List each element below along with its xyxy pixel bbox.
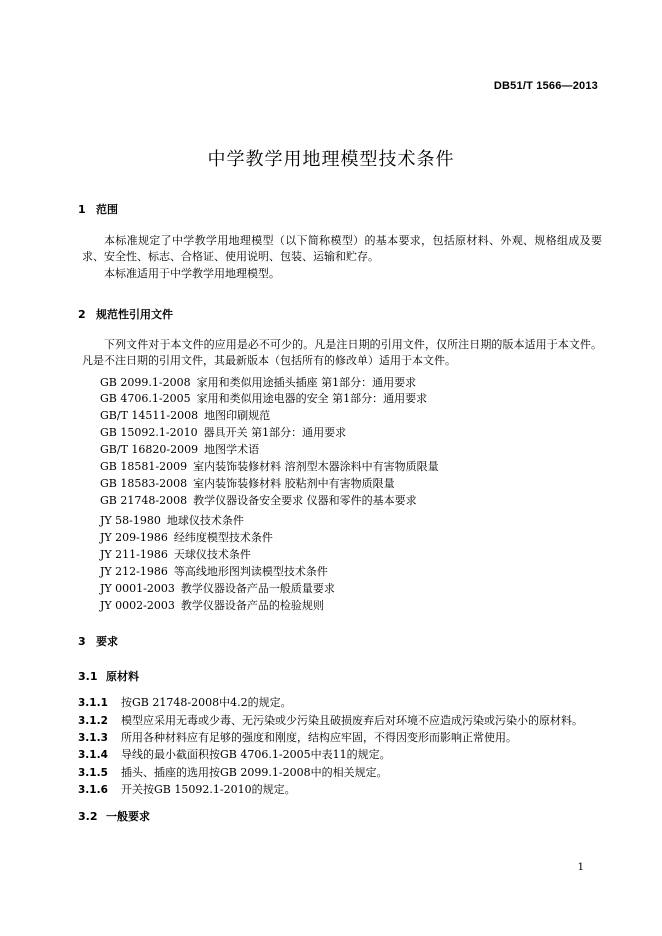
reference-code: JY 211-1986: [100, 548, 168, 561]
reference-code: JY 212-1986: [100, 565, 168, 578]
reference-entry: [100, 390, 427, 406]
clause-text: 导线的最小截面积按GB 4706.1-2005中表11的规定。: [121, 748, 391, 761]
reference-title: 等高线地形图判读模型技术条件: [173, 565, 328, 578]
reference-code: GB 4706.1-2005: [100, 392, 191, 405]
reference-entry: [100, 458, 439, 474]
subsection-title: 一般要求: [106, 810, 150, 823]
reference-entry: [100, 441, 259, 457]
subsection-title: 原材料: [106, 670, 139, 683]
clause-number: 3.1.6: [78, 784, 108, 796]
reference-entry: [100, 597, 324, 613]
doc-code: DB51/T 1566—2013: [493, 80, 598, 92]
scope-paragraph-2: 本标准适用于中学教学用地理模型。: [104, 267, 280, 280]
reference-title: 地球仪技术条件: [166, 514, 244, 527]
reference-entry: [100, 529, 273, 545]
subsection-number: 3.2: [78, 810, 98, 823]
section-title: 范围: [96, 203, 118, 216]
reference-title: 室内装饰装修材料 胶粘剂中有害物质限量: [193, 477, 395, 490]
reference-code: GB/T 16820-2009: [100, 443, 199, 456]
reference-entry: [100, 424, 346, 440]
document-title: 中学教学用地理模型技术条件: [207, 149, 455, 170]
reference-code: GB 18581-2009: [100, 460, 188, 473]
subsection-heading-general: [78, 808, 150, 824]
reference-entry: [100, 580, 335, 596]
reference-code: GB/T 14511-2008: [100, 409, 199, 422]
page-number: 1: [577, 862, 584, 873]
reference-entry: [100, 492, 417, 508]
reference-entry: [100, 546, 251, 562]
clause-text: 按GB 21748-2008中4.2的规定。: [121, 696, 292, 709]
clause-number: 3.1.2: [78, 715, 108, 727]
reference-code: GB 15092.1-2010: [100, 426, 198, 439]
reference-title: 家用和类似用途电器的安全 第1部分：通用要求: [196, 392, 428, 405]
clause-number: 3.1.5: [78, 767, 108, 779]
clause-number: 3.1.4: [78, 749, 108, 761]
clause-text: 插头、插座的选用按GB 2099.1-2008中的相关规定。: [121, 766, 388, 779]
clause-item: [78, 729, 517, 745]
reference-code: JY 0002-2003: [100, 599, 175, 612]
clause-item: [78, 746, 391, 762]
reference-code: JY 209-1986: [100, 531, 168, 544]
section-heading-requirements: [78, 633, 118, 649]
reference-title: 地图学术语: [204, 443, 260, 456]
clause-item: [78, 694, 292, 710]
reference-title: 教学仪器设备产品的检验规则: [180, 599, 324, 612]
section-number: 1: [78, 203, 86, 216]
reference-title: 家用和类似用途插头插座 第1部分：通用要求: [196, 376, 417, 389]
reference-title: 室内装饰装修材料 溶剂型木器涂料中有害物质限量: [193, 460, 439, 473]
reference-code: GB 21748-2008: [100, 494, 188, 507]
reference-title: 天球仪技术条件: [173, 548, 251, 561]
reference-code: JY 58-1980: [100, 514, 161, 527]
clause-item: [78, 712, 583, 728]
reference-code: GB 2099.1-2008: [100, 376, 191, 389]
clause-item: [78, 781, 296, 797]
section-number: 2: [78, 308, 86, 321]
reference-title: 器具开关 第1部分：通用要求: [203, 426, 347, 439]
clause-item: [78, 764, 388, 780]
subsection-heading-raw-materials: [78, 668, 139, 684]
section-number: 3: [78, 635, 86, 648]
reference-code: GB 18583-2008: [100, 477, 188, 490]
reference-title: 教学仪器设备安全要求 仪器和零件的基本要求: [193, 494, 417, 507]
clause-number: 3.1.1: [78, 697, 108, 709]
reference-entry: [100, 563, 328, 579]
reference-entry: [100, 512, 244, 528]
subsection-number: 3.1: [78, 670, 98, 683]
reference-title: 教学仪器设备产品一般质量要求: [180, 582, 335, 595]
reference-title: 经纬度模型技术条件: [173, 531, 273, 544]
clause-number: 3.1.3: [78, 732, 108, 744]
section-title: 要求: [96, 635, 118, 648]
reference-code: JY 0001-2003: [100, 582, 175, 595]
normative-intro: 下列文件对于本文件的应用是必不可少的。凡是注日期的引用文件，仅所注日期的版本适用于本文件。凡是不注日期的引用文件，其最新版本（包括所有的修改单）适用于本文件。: [82, 338, 602, 367]
reference-entry: [100, 374, 416, 390]
reference-entry: [100, 407, 270, 423]
scope-paragraph-1: 本标准规定了中学教学用地理模型（以下简称模型）的基本要求，包括原材料、外观、规格组成及要求、安全性、标志、合格证、使用说明、包装、运输和贮存。: [82, 234, 602, 263]
reference-title: 地图印刷规范: [204, 409, 271, 422]
clause-text: 模型应采用无毒或少毒、无污染或少污染且破损废弃后对环境不应造成污染或污染小的原材料。: [121, 714, 583, 727]
reference-entry: [100, 475, 395, 491]
section-title: 规范性引用文件: [96, 308, 173, 321]
section-heading-scope: [78, 201, 118, 217]
clause-text: 开关按GB 15092.1-2010的规定。: [121, 783, 296, 796]
section-heading-normative: [78, 306, 173, 322]
clause-text: 所用各种材料应有足够的强度和刚度，结构应牢固，不得因变形而影响正常使用。: [121, 731, 517, 744]
